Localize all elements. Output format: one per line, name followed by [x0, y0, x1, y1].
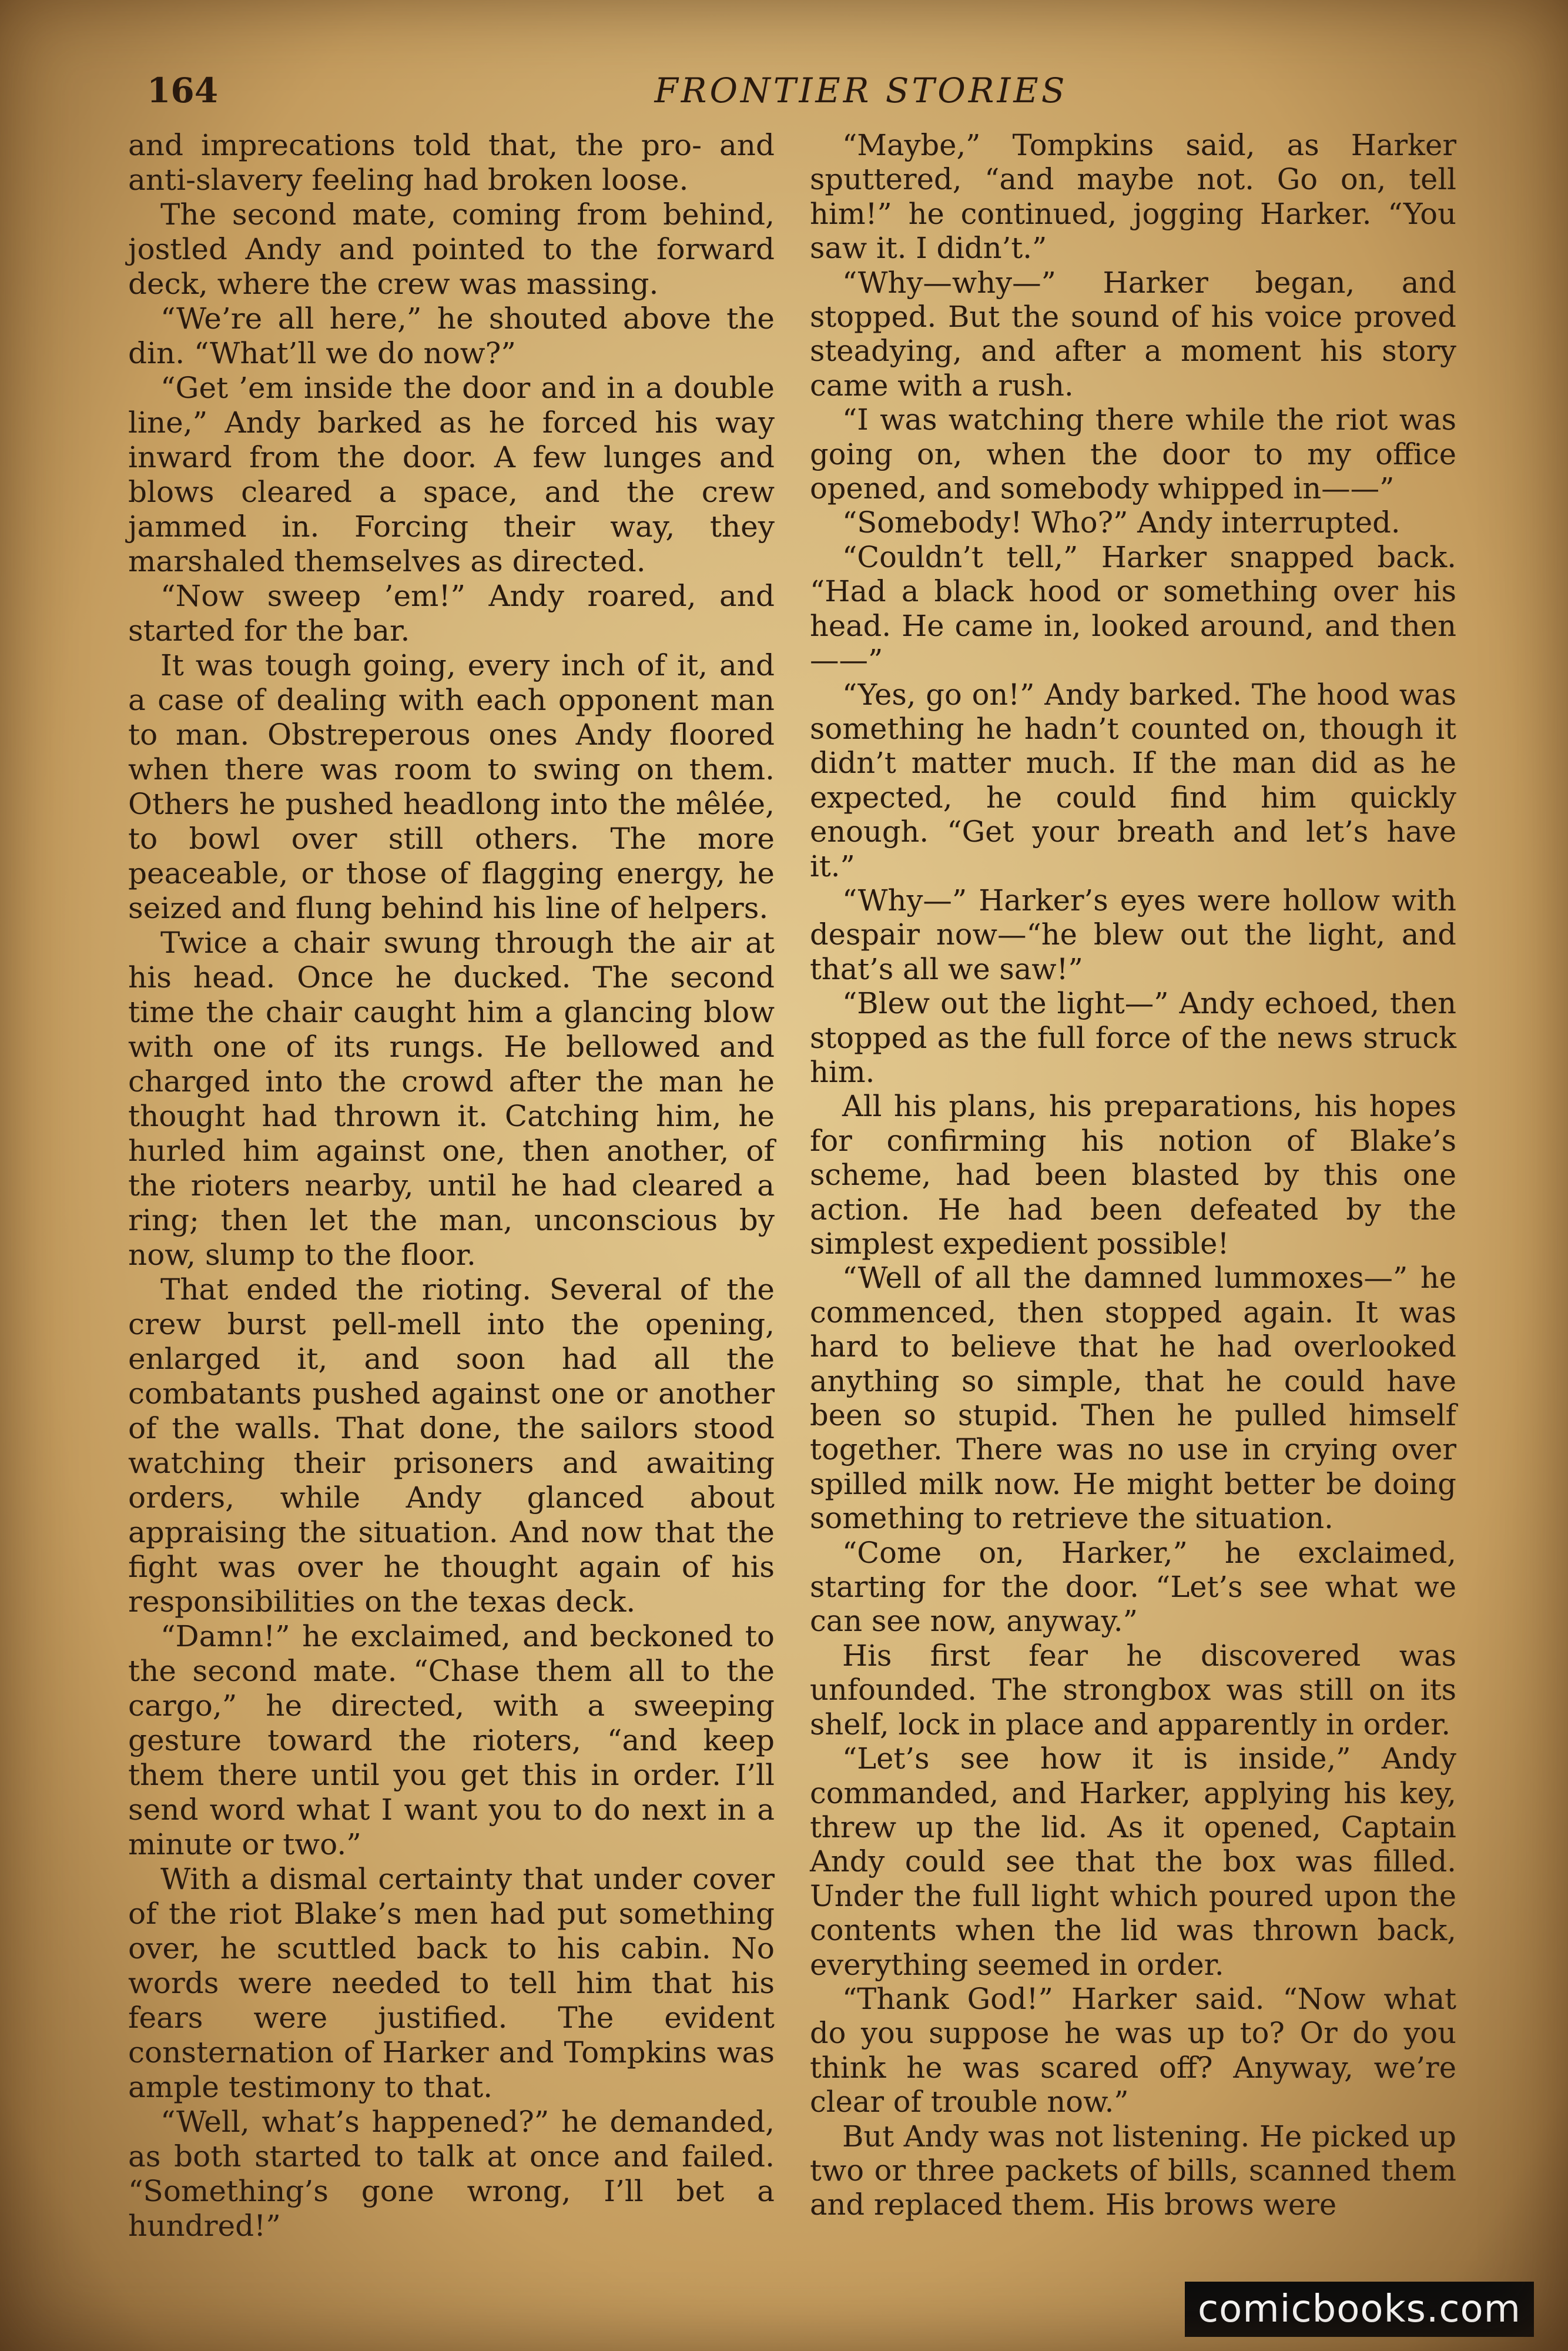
paragraph: “Thank God!” Harker said. “Now what do you suppose he was up to? Or do you think he was scared off? Anyway, we’re clear of trouble now.” [810, 1981, 1456, 2119]
paragraph: “We’re all here,” he shouted above the din. “What’ll we do now?” [128, 302, 775, 370]
paragraph: “Damn!” he exclaimed, and beckoned to the second mate. “Chase them all to the cargo,” he directed, with a sweeping gesture toward the rioters, “and keep them there until you get this in order. I’ll send word what I want you to do next in a minute or two.” [128, 1619, 775, 1861]
paragraph: “Now sweep ’em!” Andy roared, and started for the bar. [128, 579, 775, 648]
paragraph: Twice a chair swung through the air at his head. Once he ducked. The second time the chair caught him a glancing blow with one of its rungs. He bellowed and charged into the crowd after the man he thought had thrown it. Catching him, he hurled him against one, then another, of the rioters nearby, until he had cleared a ring; then let the man, unconscious by now, slump to the floor. [128, 926, 775, 1272]
paragraph: “Blew out the light—” Andy echoed, then stopped as the full force of the news struck him. [810, 986, 1456, 1089]
paragraph: “Couldn’t tell,” Harker snapped back. “Had a black hood or something over his head. He came in, looked around, and then——” [810, 540, 1456, 678]
paragraph: “Let’s see how it is inside,” Andy commanded, and Harker, applying his key, threw up the lid. As it opened, Captain Andy could see that the box was filled. Under the full light which poured upon the contents when the lid was thrown back, everything seemed in order. [810, 1742, 1456, 1982]
paragraph: “Why—” Harker’s eyes were hollow with despair now—“he blew out the light, and that’s all we saw!” [810, 883, 1456, 986]
right-column [810, 128, 1456, 2222]
paragraph: His first fear he discovered was unfounded. The strongbox was still on its shelf, lock in place and apparently in order. [810, 1638, 1456, 1742]
paragraph: It was tough going, every inch of it, and a case of dealing with each opponent man to man. Obstreperous ones Andy floored when there was room to swing on them. Others he pushed headlong into the mêlée, to bowl over still others. The more peaceable, or those of flagging energy, he seized and flung behind his line of helpers. [128, 648, 775, 925]
paragraph: “Maybe,” Tompkins said, as Harker sputtered, “and maybe not. Go on, tell him!” he continued, jogging Harker. “You saw it. I didn’t.” [810, 128, 1456, 266]
paragraph: With a dismal certainty that under cover of the riot Blake’s men had put something over, he scuttled back to his cabin. No words were needed to tell him that his fears were justified. The evident consternation of Harker and Tompkins was ample testimony to that. [128, 1862, 775, 2104]
paragraph: “Come on, Harker,” he exclaimed, starting for the door. “Let’s see what we can see now, anyway.” [810, 1535, 1456, 1639]
left-column [128, 128, 775, 2243]
paragraph: That ended the rioting. Several of the crew burst pell-mell into the opening, enlarged it, and soon had all the combatants pushed against one or another of the walls. That done, the sailors stood watching their prisoners and awaiting orders, while Andy glanced about appraising the situation. And now that the fight was over he thought again of his responsibilities on the texas deck. [128, 1272, 775, 1619]
paragraph: “I was watching there while the riot was going on, when the door to my office opened, and somebody whipped in——” [810, 403, 1456, 506]
paragraph: All his plans, his preparations, his hopes for confirming his notion of Blake’s scheme, had been blasted by this one action. He had been defeated by the simplest expedient possible! [810, 1089, 1456, 1261]
paragraph: “Well of all the damned lummoxes—” he commenced, then stopped again. It was hard to believe that he had overlooked anything so simple, that he could have been so stupid. Then he pulled himself together. There was no use in crying over spilled milk now. He might better be doing something to retrieve the situation. [810, 1261, 1456, 1536]
paragraph: But Andy was not listening. He picked up two or three packets of bills, scanned them and replaced them. His brows were [810, 2119, 1456, 2222]
page-number: 164 [147, 71, 219, 110]
paragraph: “Yes, go on!” Andy barked. The hood was something he hadn’t counted on, though it didn’t matter much. If the man did as he expected, he could find him quickly enough. “Get your breath and let’s have it.” [810, 677, 1456, 883]
page-header [147, 71, 1458, 118]
paragraph: “Somebody! Who?” Andy interrupted. [842, 505, 1401, 540]
paragraph: “Why—why—” Harker began, and stopped. But the sound of his voice proved steadying, and after a moment his story came with a rush. [810, 265, 1456, 403]
paragraph: “Get ’em inside the door and in a double line,” Andy barked as he forced his way inward from the door. A few lunges and blows cleared a space, and the crew jammed in. Forcing their way, they marshaled themselves as directed. [128, 371, 775, 578]
site-watermark: comicbooks.com [1185, 2282, 1534, 2337]
paragraph: and imprecations told that, the pro- and anti-slavery feeling had broken loose. [128, 128, 775, 197]
paragraph: “Well, what’s happened?” he demanded, as both started to talk at once and failed. “Something’s gone wrong, I’ll bet a hundred!” [128, 2105, 775, 2243]
paragraph: The second mate, coming from behind, jostled Andy and pointed to the forward deck, where the crew was massing. [128, 197, 775, 301]
running-title: FRONTIER STORIES [654, 71, 1068, 110]
